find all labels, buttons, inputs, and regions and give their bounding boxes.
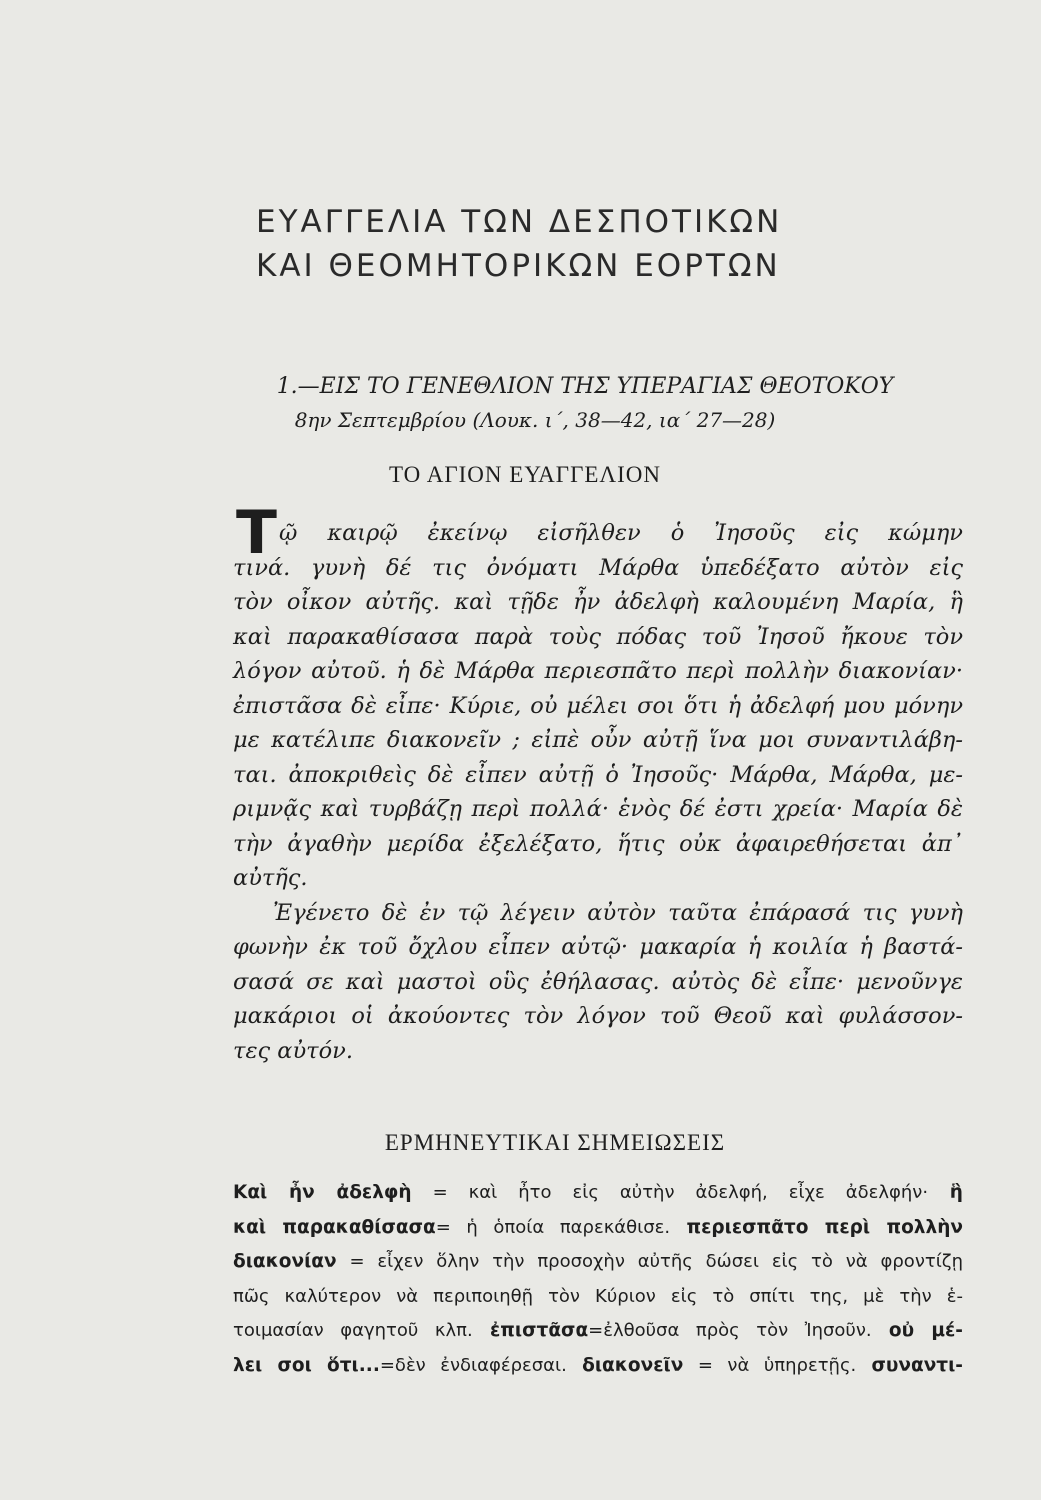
gospel-line: αὐτῆς. <box>233 865 308 891</box>
gospel-line: φωνὴν ἐκ τοῦ ὄχλου εἶπεν αὐτῷ· μακαρία ἡ κοιλία ἡ βαστά- <box>233 934 963 960</box>
gospel-line: μακάριοι οἱ ἀκούοντες τὸν λόγον τοῦ Θεοῦ καὶ φυλάσσον- <box>233 1003 963 1029</box>
definition: πῶς καλύτερον νὰ περιποιηθῇ τὸν Κύριον εἰς τὸ σπίτι της, μὲ τὴν ἑ- <box>233 1285 963 1307</box>
gospel-line: ῷ καιρῷ ἐκείνῳ εἰσῆλθεν ὁ Ἰησοῦς εἰς κώμην <box>279 520 963 546</box>
term: περιεσπᾶτο περὶ πολλὴν <box>670 1216 963 1238</box>
gospel-line: ἐπιστᾶσα δὲ εἶπε· Κύριε, οὐ μέλει σοι ὅτι ἡ ἀδελφή μου μόνην <box>233 692 963 719</box>
definition: =ἐλθοῦσα πρὸς τὸν Ἰησοῦν. <box>588 1320 872 1341</box>
term: καὶ παρακαθίσασα <box>233 1216 436 1238</box>
notes-text <box>233 1176 963 1383</box>
drop-cap: Τ <box>236 498 277 568</box>
definition: = ἡ ὁποία παρεκάθισε. <box>435 1216 671 1238</box>
gospel-line: τὸν οἶκον αὐτῆς. καὶ τῇδε ἦν ἀδελφὴ καλουμένη Μαρία, ἣ <box>233 589 963 615</box>
gospel-line: ται. ἀποκριθεὶς δὲ εἶπεν αὐτῇ ὁ Ἰησοῦς· Μάρθα, Μάρθα, με- <box>233 761 963 788</box>
definition: = καὶ ἦτο εἰς αὐτὴν ἀδελφή, εἶχε ἀδελφήν· <box>411 1182 929 1203</box>
term: οὐ μέ- <box>871 1320 963 1341</box>
gospel-line: ριμνᾷς καὶ τυρβάζῃ περὶ πολλά· ἑνὸς δέ ἐστι χρεία· Μαρία δὲ <box>233 796 963 822</box>
definition: τοιμασίαν φαγητοῦ κλπ. <box>233 1320 473 1341</box>
gospel-line: λόγον αὐτοῦ. ἡ δὲ Μάρθα περιεσπᾶτο περὶ πολλὴν διακονίαν· <box>233 658 963 684</box>
gospel-line: τινά. γυνὴ δέ τις ὀνόματι Μάρθα ὑπεδέξατο αὐτὸν εἰς <box>233 554 963 581</box>
gospel-line: τες αὐτόν. <box>233 1037 353 1064</box>
main-title-line-2: ΚΑΙ ΘΕΟΜΗΤΟΡΙΚΩΝ ΕΟΡΤΩΝ <box>256 248 781 284</box>
notes-line <box>233 1349 963 1384</box>
gospel-line: καὶ παρακαθίσασα παρὰ τοὺς πόδας τοῦ Ἰησοῦ ἤκουε τὸν <box>233 623 963 650</box>
term: συναντι- <box>856 1354 963 1376</box>
notes-line <box>233 1176 963 1211</box>
gospel-text <box>233 516 963 1068</box>
gospel-line: σασά σε καὶ μαστοὶ οὓς ἐθήλασας. αὐτὸς δὲ εἶπε· μενοῦνγε <box>233 968 963 995</box>
gospel-line: Ἐγένετο δὲ ἐν τῷ λέγειν αὐτὸν ταῦτα ἐπάρασά τις γυνὴ <box>273 899 963 926</box>
term: ἣ <box>928 1182 963 1203</box>
term: λει σοι ὅτι... <box>233 1354 380 1376</box>
notes-line <box>233 1280 963 1315</box>
gospel-line: με κατέλιπε διακονεῖν ; εἰπὲ οὖν αὐτῇ ἵνα μοι συναντιλάβη- <box>233 727 963 753</box>
term: διακονεῖν <box>566 1354 684 1376</box>
chapter-heading: 1.—ΕΙΣ ΤΟ ΓΕΝΕΘΛΙΟΝ ΤΗΣ ΥΠΕΡΑΓΙΑΣ ΘΕΟΤΟΚΟΥ <box>276 374 894 399</box>
definition: = εἶχεν ὅλην τὴν προσοχὴν αὐτῆς δώσει εἰς τὸ νὰ φροντίζῃ <box>336 1251 963 1272</box>
term: διακονίαν <box>233 1251 337 1272</box>
main-title <box>256 200 876 288</box>
notes-line <box>233 1245 963 1280</box>
gospel-heading: ΤΟ ΑΓΙΟΝ ΕΥΑΓΓΕΛΙΟΝ <box>389 462 661 487</box>
term: ἐπιστᾶσα <box>472 1320 589 1341</box>
gospel-line: τὴν ἀγαθὴν μερίδα ἐξελέξατο, ἥτις οὐκ ἀφαιρεθήσεται ἀπ᾽ <box>233 830 963 857</box>
chapter-reference: 8ην Σεπτεμβρίου (Λουκ. ι΄, 38—42, ια΄ 27—28) <box>294 408 776 432</box>
notes-heading: ΕΡΜΗΝΕΥΤΙΚΑΙ ΣΗΜΕΙΩΣΕΙΣ <box>384 1130 726 1155</box>
notes-line <box>233 1314 963 1349</box>
notes-line <box>233 1211 963 1246</box>
definition: =δὲν ἐνδιαφέρεσαι. <box>379 1354 567 1376</box>
definition: = νὰ ὑπηρετῇς. <box>683 1354 857 1376</box>
main-title-line-1: ΕΥΑΓΓΕΛΙΑ ΤΩΝ ΔΕΣΠΟΤΙΚΩΝ <box>256 204 783 240</box>
term: Καὶ ἦν ἀδελφὴ <box>233 1182 412 1203</box>
